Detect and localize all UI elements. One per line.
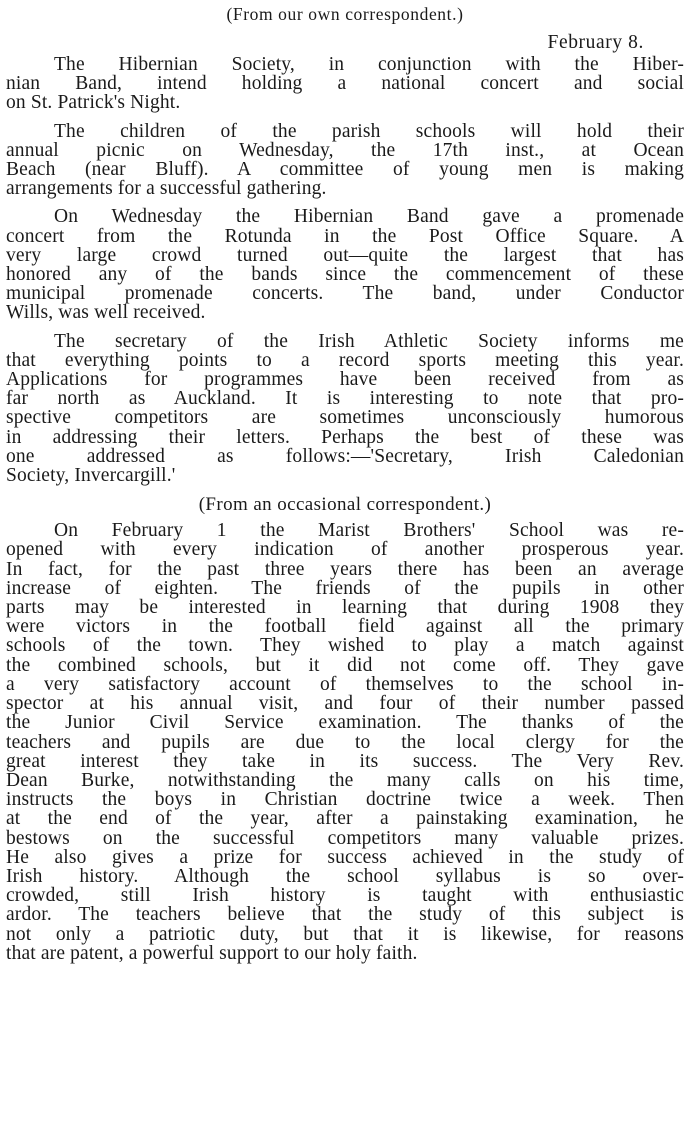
- text-line: ardor. The teachers believe that the study of this subject is: [6, 904, 684, 926]
- section-heading: (From our own correspondent.): [226, 4, 464, 24]
- text-line: Irish history. Although the school syllabus is so over-: [6, 865, 684, 887]
- text-line: very large crowd turned out—quite the largest that has: [6, 244, 684, 266]
- text-line: opened with every indication of another prosperous year.: [6, 539, 684, 561]
- text-line: at the end of the year, after a painstaking examination, he: [6, 808, 684, 830]
- text-line: teachers and pupils are due to the local clergy for the: [6, 731, 684, 753]
- text-line: not only a patriotic duty, but that it is likewise, for reasons: [6, 923, 684, 945]
- text-line: a very satisfactory account of themselves to the school in-: [6, 673, 684, 695]
- text-line: bestows on the successful competitors many valuable prizes.: [6, 827, 684, 849]
- text-line: one addressed as follows:—'Secretary, Irish Caledonian: [6, 445, 684, 467]
- first-section-body: [6, 55, 684, 485]
- text-line: in addressing their letters. Perhaps the best of these was: [6, 426, 684, 448]
- text-line: annual picnic on Wednesday, the 17th inst., at Ocean: [6, 139, 684, 161]
- text-line: The Hibernian Society, in conjunction with the Hiber-: [54, 54, 684, 75]
- text-line: The secretary of the Irish Athletic Society informs me: [54, 330, 684, 352]
- text-line: In fact, for the past three years there has been an average: [6, 558, 684, 580]
- text-line: parts may be interested in learning that during 1908 they: [6, 597, 684, 619]
- text-line: nian Band, intend holding a national concert and social: [6, 73, 684, 95]
- text-line: increase of eighten. The friends of the pupils in other: [6, 577, 684, 599]
- text-line: that are patent, a powerful support to our holy faith.: [6, 942, 418, 964]
- paragraph: [6, 521, 684, 963]
- paragraph: [6, 122, 684, 199]
- text-line: Dean Burke, notwithstanding the many calls on his time,: [6, 769, 684, 791]
- text-line: He also gives a prize for success achieved in the study of: [6, 846, 684, 868]
- paragraph: [6, 332, 684, 486]
- text-line: On February 1 the Marist Brothers' School was re-: [54, 520, 684, 542]
- text-line: spective competitors are sometimes unconsciously humorous: [6, 407, 684, 429]
- text-line: on St. Patrick's Night.: [6, 92, 181, 114]
- text-line: the Junior Civil Service examination. The thanks of the: [6, 712, 684, 734]
- text-line: honored any of the bands since the commencement of these: [6, 264, 684, 286]
- text-line: crowded, still Irish history is taught with enthusiastic: [6, 885, 684, 907]
- text-line: On Wednesday the Hibernian Band gave a promenade: [54, 206, 684, 228]
- dateline: February 8.: [547, 32, 644, 53]
- text-line: instructs the boys in Christian doctrine twice a week. Then: [6, 789, 684, 811]
- paragraph: [6, 55, 684, 113]
- second-section-body: [6, 521, 684, 963]
- text-line: far north as Auckland. It is interesting to note that pro-: [6, 388, 684, 410]
- text-line: The children of the parish schools will hold their: [54, 120, 684, 142]
- text-line: Society, Invercargill.': [6, 465, 176, 487]
- text-line: great interest they take in its success. The Very Rev.: [6, 750, 684, 772]
- text-line: municipal promenade concerts. The band, under Conductor: [6, 283, 684, 305]
- text-line: Beach (near Bluff). A committee of young men is making: [6, 159, 684, 181]
- text-line: Applications for programmes have been received from as: [6, 369, 684, 391]
- text-line: arrangements for a successful gathering.: [6, 178, 327, 200]
- text-line: schools of the town. They wished to play a match against: [6, 635, 684, 657]
- section-heading-occasional: (From an occasional correspondent.): [198, 494, 492, 516]
- text-line: the combined schools, but it did not come off. They gave: [6, 654, 684, 676]
- text-line: were victors in the football field against all the primary: [6, 616, 684, 638]
- paragraph: [6, 207, 684, 322]
- text-line: that everything points to a record sports meeting this year.: [6, 349, 684, 371]
- text-line: Wills, was well received.: [6, 302, 206, 324]
- text-line: concert from the Rotunda in the Post Office Square. A: [6, 225, 684, 247]
- text-line: spector at his annual visit, and four of their number passed: [6, 693, 684, 715]
